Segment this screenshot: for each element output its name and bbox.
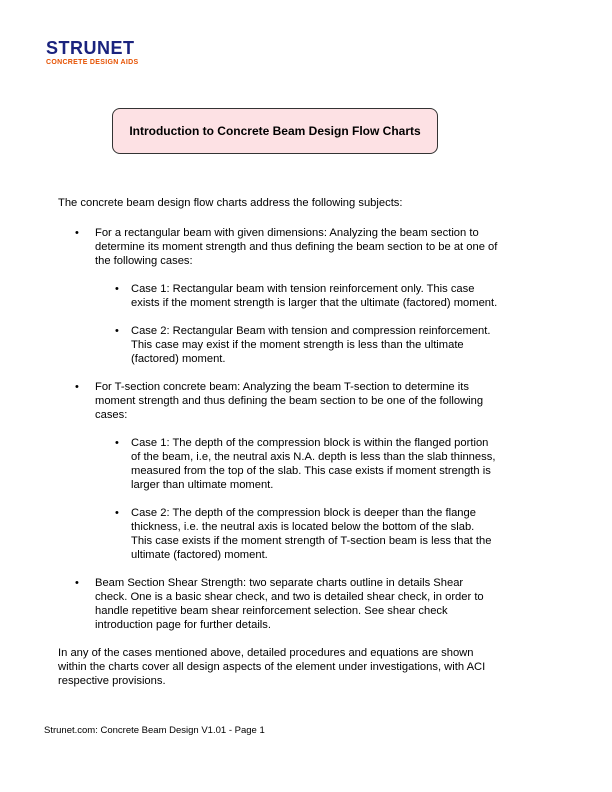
case-text: Case 1: The depth of the compression block is within the flanged portion of the beam, i.e, the neutral axis N.A. depth is less than the slab thinness, measured from the top of the slab. This case exists if moment strength is larger than ultimate moment.: [131, 437, 496, 491]
document-body: [58, 196, 498, 688]
case-text: Case 1: Rectangular beam with tension reinforcement only. This case exists if the moment strength is larger that the ultimate (factored) moment.: [131, 283, 498, 309]
case-item: [95, 506, 498, 562]
case-item: [95, 282, 498, 310]
title-box: [112, 108, 438, 154]
logo-name: STRUNET: [46, 38, 135, 58]
subject-text: For a rectangular beam with given dimensions: Analyzing the beam section to determine its moment strength and thus defining the beam section to be at one of the following cases:: [95, 227, 498, 267]
page-title: Introduction to Concrete Beam Design Flow Charts: [129, 124, 421, 138]
subject-shear-strength: [58, 576, 498, 632]
intro-paragraph: The concrete beam design flow charts address the following subjects:: [58, 197, 403, 209]
strunet-logo: [46, 38, 138, 67]
bullet-icon: •: [75, 227, 79, 239]
bullet-icon: •: [75, 381, 79, 393]
bullet-icon: •: [115, 437, 119, 449]
subject-text: Beam Section Shear Strength: two separate charts outline in details Shear check. One is a basic shear check, and two is detailed shear check, in order to handle repetitive beam shear reinforcement selection. See shear check introduction page for further details.: [95, 577, 484, 631]
cases-list: [95, 436, 498, 562]
case-text: Case 2: Rectangular Beam with tension and compression reinforcement. This case may exist if the moment strength is less than the ultimate (factored) moment.: [131, 325, 491, 365]
subjects-list: [58, 226, 498, 632]
subject-rectangular-beam: [58, 226, 498, 366]
bullet-icon: •: [115, 283, 119, 295]
bullet-icon: •: [75, 577, 79, 589]
logo-tagline: CONCRETE DESIGN AIDS: [46, 59, 139, 66]
cases-list: [95, 282, 498, 366]
case-item: [95, 324, 498, 366]
subject-t-section-beam: [58, 380, 498, 562]
case-item: [95, 436, 498, 492]
bullet-icon: •: [115, 507, 119, 519]
case-text: Case 2: The depth of the compression block is deeper than the flange thickness, i.e. the neutral axis is located below the bottom of the slab. This case exists if the moment strength of T-section beam is less that the ultimate (factored) moment.: [131, 507, 492, 561]
closing-paragraph: In any of the cases mentioned above, detailed procedures and equations are shown within the charts cover all design aspects of the element under investigations, with ACI respective provisions.: [58, 647, 486, 687]
subject-text: For T-section concrete beam: Analyzing the beam T-section to determine its moment strength and thus defining the beam section to be one of the following cases:: [95, 381, 484, 421]
page-footer: Strunet.com: Concrete Beam Design V1.01 - Page 1: [44, 725, 265, 736]
bullet-icon: •: [115, 325, 119, 337]
